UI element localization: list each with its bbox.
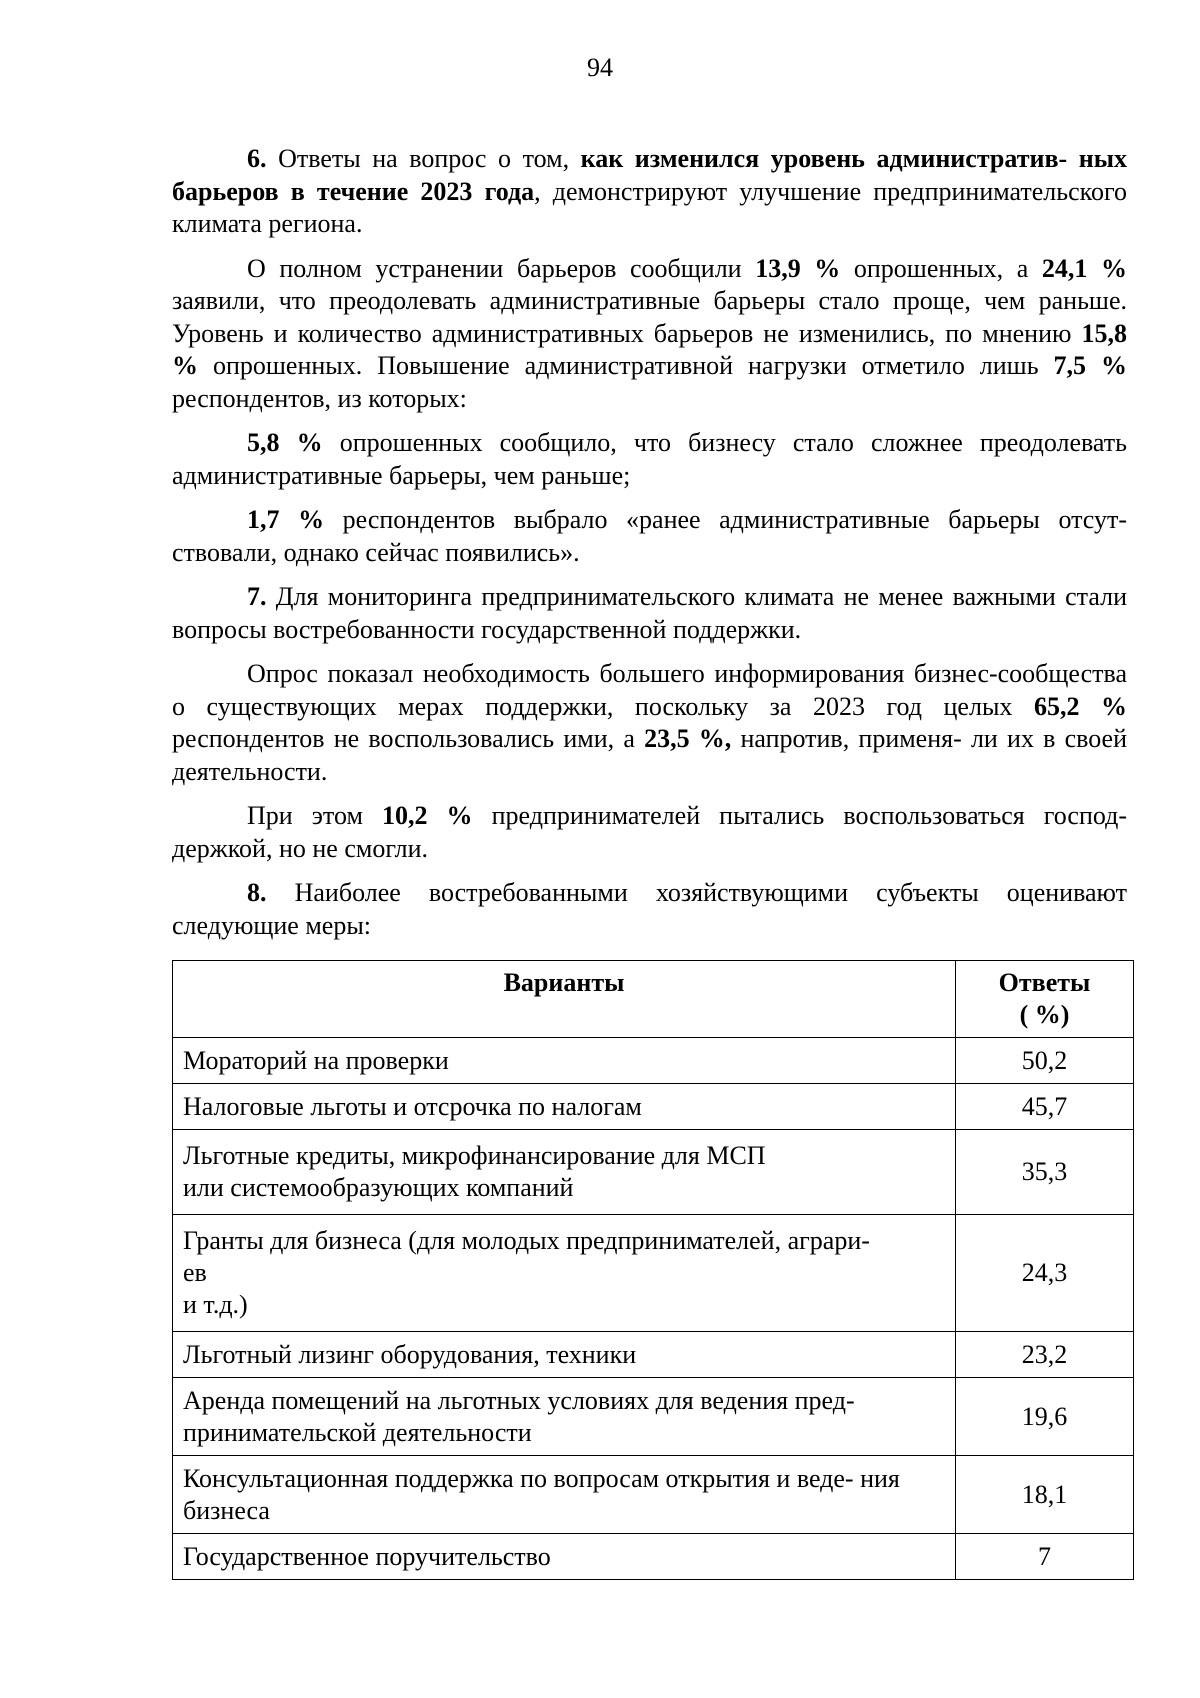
- value-cell: 24,3: [956, 1215, 1134, 1332]
- bold-text-run: 13,9 %: [755, 253, 841, 283]
- table-row: [173, 1378, 1134, 1456]
- text-run: опрошенных. Повышение административной нагрузки отметило лишь: [198, 351, 1054, 380]
- option-cell: Государственное поручительство: [173, 1534, 956, 1580]
- text-run: респондентов выбрало «ранее административные барьеры отсут- ствовали, однако сейчас появились».: [172, 505, 1127, 567]
- value-cell: 19,6: [956, 1378, 1134, 1456]
- text-run: напротив, применя- ли их в своей деятельности.: [172, 724, 1128, 786]
- text-run: Для мониторинга предпринимательского климата не менее важными стали вопросы востребованности государственной поддержки.: [172, 582, 1127, 644]
- value-cell: 50,2: [956, 1038, 1134, 1084]
- table-header-row: [173, 961, 1134, 1038]
- paragraph: [172, 581, 1127, 646]
- bold-text-run: 6.: [247, 144, 267, 173]
- bold-text-run: 15,8 %: [172, 318, 1127, 380]
- header-options: Варианты: [173, 961, 956, 1038]
- text-run: опрошенных, а: [840, 253, 1042, 283]
- option-cell: Гранты для бизнеса (для молодых предпринимателей, аграри- ев и т.д.): [173, 1215, 956, 1332]
- paragraph: [172, 877, 1127, 942]
- table-row: [173, 1534, 1134, 1580]
- value-cell: 18,1: [956, 1456, 1134, 1534]
- bold-text-run: 5,8 %: [247, 428, 323, 457]
- header-answers-label: Ответы: [998, 968, 1091, 997]
- header-answers-unit: ( %): [1019, 1000, 1070, 1029]
- table-row: [173, 1084, 1134, 1130]
- option-cell: Консультационная поддержка по вопросам открытия и веде- ния бизнеса: [173, 1456, 956, 1534]
- value-cell: 23,2: [956, 1332, 1134, 1378]
- text-run: предпринимателей пытались воспользоваться господ- держкой, но не смогли.: [172, 801, 1128, 863]
- header-answers: [956, 961, 1134, 1038]
- text-run: , демонстрируют улучшение предпринимательского климата региона.: [172, 176, 1128, 238]
- option-cell: Аренда помещений на льготных условиях для ведения пред- принимательской деятельности: [173, 1378, 956, 1456]
- value-cell: 45,7: [956, 1084, 1134, 1130]
- option-cell: Налоговые льготы и отсрочка по налогам: [173, 1084, 956, 1130]
- table-row: [173, 1332, 1134, 1378]
- text-run: Наиболее востребованными хозяйствующими субъекты оценивают следующие меры:: [172, 878, 1127, 940]
- value-cell: 7: [956, 1534, 1134, 1580]
- text-run: опрошенных сообщило, что бизнесу стало сложнее преодолевать административные барьеры, чем раньше;: [172, 428, 1128, 490]
- body-text: [172, 143, 1127, 954]
- bold-text-run: 24,1 %: [1041, 253, 1128, 283]
- text-run: Опрос показал необходимость большего информирования бизнес-сообщества о существующих мерах поддержки, поскольку за 2023 год целых: [172, 659, 1127, 721]
- value-cell: 35,3: [956, 1130, 1134, 1215]
- bold-text-run: 10,2 %: [381, 801, 473, 830]
- text-run: О полном устранении барьеров сообщили: [247, 253, 756, 283]
- table-row: [173, 1130, 1134, 1215]
- text-run: Ответы на вопрос о том,: [266, 144, 581, 173]
- paragraph: [172, 658, 1127, 788]
- text-run: респондентов не воспользовались ими, а: [172, 724, 645, 753]
- paragraph: [172, 504, 1127, 569]
- text-run: заявили, что преодолевать административные барьеры стало проще, чем раньше. Уровень и количество административных барьеров не изменились, по мнению: [172, 286, 1127, 348]
- paragraph: [172, 253, 1127, 416]
- paragraph: [172, 800, 1127, 865]
- text-run: При этом: [247, 801, 382, 830]
- bold-text-run: 1,7 %: [247, 505, 325, 534]
- bold-text-run: 7.: [247, 582, 267, 611]
- paragraph: [172, 143, 1127, 241]
- bold-text-run: 23,5 %,: [644, 724, 732, 753]
- text-run: респондентов, из которых:: [172, 383, 467, 413]
- table-row: [173, 1038, 1134, 1084]
- option-cell: Льготные кредиты, микрофинансирование для МСП или системообразующих компаний: [173, 1130, 956, 1215]
- table-row: [173, 1456, 1134, 1534]
- support-measures-table: [172, 960, 1134, 1580]
- page-number: 94: [587, 53, 613, 82]
- bold-text-run: как изменился уровень административ- ных барьеров в течение 2023 года: [172, 144, 1127, 206]
- bold-text-run: 7,5 %: [1053, 351, 1127, 380]
- paragraph: [172, 427, 1127, 492]
- bold-text-run: 65,2 %: [1033, 691, 1127, 721]
- bold-text-run: 8.: [247, 878, 267, 907]
- option-cell: Мораторий на проверки: [173, 1038, 956, 1084]
- option-cell: Льготный лизинг оборудования, техники: [173, 1332, 956, 1378]
- table-row: [173, 1215, 1134, 1332]
